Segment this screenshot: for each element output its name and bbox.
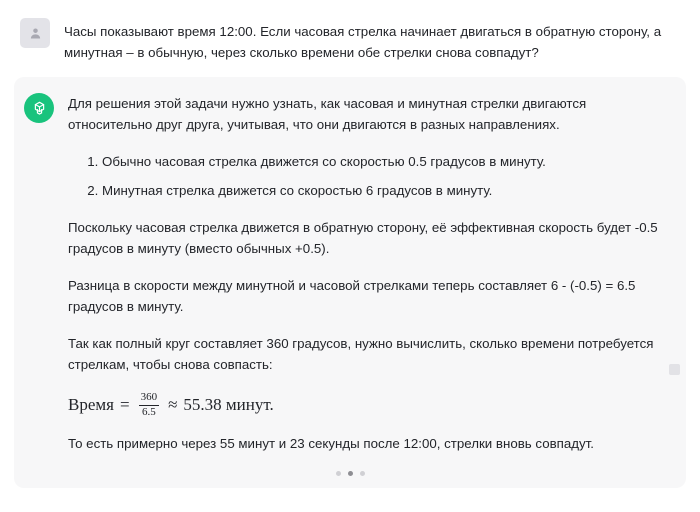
openai-logo-icon [30,99,49,118]
formula-result: 55.38 минут. [183,394,274,414]
assistant-step-list [68,151,668,201]
formula-fraction [138,392,161,418]
user-message-text: Часы показывают время 12:00. Если часовая стрелка начинает двигаться в обратную сторону, а минутная – в обычную, через сколько времени обе стрелки снова совпадут? [64,24,662,60]
pagination-dot-active[interactable] [348,471,353,476]
assistant-conclusion: То есть примерно через 55 минут и 23 секунды после 12:00, стрелки вновь совпадут. [68,436,594,452]
assistant-message [14,77,686,488]
list-item: 1. Обычно часовая стрелка движется со скоростью 0.5 градусов в минуту. [102,151,668,172]
list-item: 2. Минутная стрелка движется со скоростью 6 градусов в минуту. [102,180,668,201]
math-formula [68,391,668,417]
pagination-dot[interactable] [336,471,341,476]
formula-equals: = [119,394,130,414]
assistant-paragraph: Так как полный круг составляет 360 градусов, нужно вычислить, сколько времени потребуется стрелкам, чтобы снова совпасть: [68,336,654,372]
response-pagination[interactable] [14,471,686,476]
assistant-paragraph: Поскольку часовая стрелка движется в обратную сторону, её эффективная скорость будет -0.5 градусов в минуту (вместо обычных +0.5). [68,220,658,256]
scrollbar-thumb[interactable] [669,364,680,375]
assistant-intro: Для решения этой задачи нужно узнать, как часовая и минутная стрелки двигаются относительно друг друга, учитывая, что они двигаются в разных направлениях. [68,96,587,132]
assistant-paragraph: Разница в скорости между минутной и часовой стрелками теперь составляет 6 - (-0.5) = 6.5 градусов в минуту. [68,278,636,314]
formula-denominator: 6.5 [139,405,159,419]
pagination-dot[interactable] [360,471,365,476]
assistant-message-body [68,93,668,454]
person-icon [28,26,43,41]
formula-numerator: 360 [140,391,158,403]
avatar [20,18,50,48]
avatar [24,93,54,123]
user-message [14,10,686,77]
formula-lhs: Время [68,394,114,414]
formula-approx: ≈ [168,394,178,414]
